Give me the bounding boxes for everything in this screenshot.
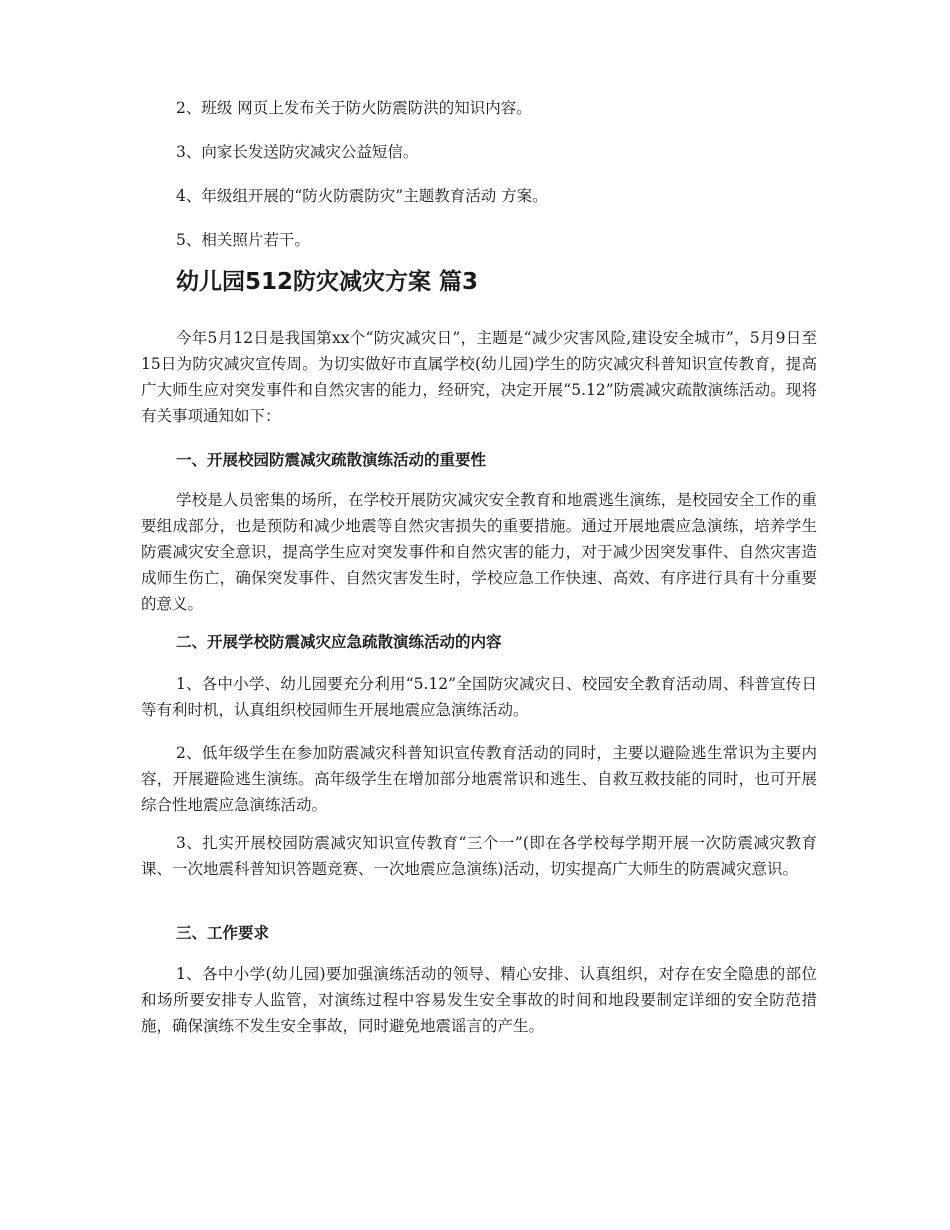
intro-paragraph: 今年5月12日是我国第xx个“防灾减灾日”，主题是“减少灾害风险,建设安全城市”，5月9日至15日为防灾减灾宣传周。为切实做好市直属学校(幼儿园)学生的防灾减灾科普知识宣传教育，提高广大师生应对突发事件和自然灾害的能力，经研究，决定开展“5.12”防震减灾疏散演练活动。现将有关事项通知如下： bbox=[141, 329, 817, 425]
paragraph-requirements-1: 1、各中小学(幼儿园)要加强演练活动的领导、精心安排、认真组织，对存在安全隐患的部位和场所要安排专人监管，对演练过程中容易发生安全事故的时间和地段要制定详细的安全防范措施，确保演练不发生安全事故，同时避免地震谣言的产生。 bbox=[141, 965, 817, 1035]
paragraph-importance: 学校是人员密集的场所，在学校开展防灾减灾安全教育和地震逃生演练，是校园安全工作的重要组成部分，也是预防和减少地震等自然灾害损失的重要措施。通过开展地震应急演练，培养学生防震减灾安全意识，提高学生应对突发事件和自然灾害的能力，对于减少因突发事件、自然灾害造成师生伤亡，确保突发事件、自然灾害发生时，学校应急工作快速、高效、有序进行具有十分重要的意义。 bbox=[141, 491, 817, 613]
heading-importance: 一、开展校园防震减灾疏散演练活动的重要性 bbox=[176, 451, 487, 469]
list-item: 4、年级组开展的“防火防震防灾”主题教育活动 方案。 bbox=[176, 187, 548, 205]
heading-content: 二、开展学校防震减灾应急疏散演练活动的内容 bbox=[176, 633, 502, 651]
paragraph-content-2: 2、低年级学生在参加防震减灾科普知识宣传教育活动的同时，主要以避险逃生常识为主要内容，开展避险逃生演练。高年级学生在增加部分地震常识和逃生、自救互救技能的同时，也可开展综合性地震应急演练活动。 bbox=[141, 744, 817, 814]
list-item: 5、相关照片若干。 bbox=[176, 231, 310, 249]
paragraph-content-3: 3、扎实开展校园防震减灾知识宣传教育“三个一”(即在各学校每学期开展一次防震减灾教育课、一次地震科普知识答题竞赛、一次地震应急演练)活动，切实提高广大师生的防震减灾意识。 bbox=[141, 834, 817, 878]
section-title: 幼儿园512防灾减灾方案 篇3 bbox=[176, 269, 479, 295]
list-item: 2、班级 网页上发布关于防火防震防洪的知识内容。 bbox=[176, 99, 532, 117]
heading-requirements: 三、工作要求 bbox=[176, 924, 270, 942]
paragraph-content-1: 1、各中小学、幼儿园要充分利用“5.12”全国防灾减灾日、校园安全教育活动周、科普宣传日等有利时机，认真组织校园师生开展地震应急演练活动。 bbox=[141, 675, 817, 719]
list-item: 3、向家长发送防灾减灾公益短信。 bbox=[176, 143, 419, 161]
